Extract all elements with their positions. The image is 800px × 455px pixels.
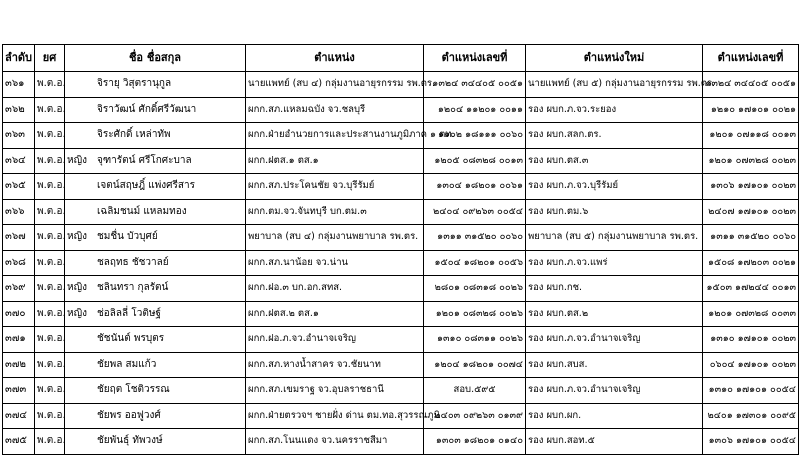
row-position-id-cell: ๑๓๑๐ ๐๘๓๑๑ ๐๐๒๖ — [424, 327, 526, 353]
row-name-cell — [65, 123, 246, 149]
row-title-prefix — [67, 404, 97, 429]
row-name-cell — [65, 199, 246, 225]
row-order-cell: ๓๖๓ — [3, 123, 35, 149]
row-full-name: ชลินทรา กุลรัตน์ — [97, 282, 169, 293]
row-order-cell: ๓๗๕ — [3, 429, 35, 455]
row-rank-cell: พ.ต.อ. — [35, 378, 65, 404]
row-rank-cell: พ.ต.อ. — [35, 352, 65, 378]
row-title-prefix — [67, 251, 97, 276]
row-order-cell: ๓๖๘ — [3, 250, 35, 276]
row-new-position-cell: รอง ผบก.กช. — [526, 276, 703, 302]
row-title-prefix: หญิง — [67, 282, 87, 293]
table-row — [3, 97, 799, 123]
row-new-position-cell: รอง ผบก.ผก. — [526, 403, 703, 429]
row-title-prefix: หญิง — [67, 307, 87, 319]
row-order-cell: ๓๖๑ — [3, 72, 35, 98]
row-new-position-id-cell: ๐๖๐๔ ๑๗๑๐๑ ๐๐๒๓ — [703, 352, 799, 378]
row-position-id-cell: ๒๘๐๑ ๐๘๓๑๘ ๐๐๒๖ — [424, 276, 526, 302]
personnel-table — [2, 44, 799, 455]
row-position-id-cell: ๑๓๐๓ ๑๘๒๐๑ ๐๑๔๐ — [424, 429, 526, 455]
row-rank-cell: พ.ต.อ. — [35, 97, 65, 123]
row-full-name: ชัยฤต โชติวรรณ — [97, 384, 170, 395]
row-order-cell: ๓๖๖ — [3, 199, 35, 225]
row-name-cell — [65, 174, 246, 200]
row-title-prefix — [67, 429, 97, 454]
row-name-cell — [65, 403, 246, 429]
row-position-cell: ผกก.ฝอ.ภ.จว.อำนาจเจริญ — [246, 327, 424, 353]
header-position-id: ตำแหน่งเลขที่ — [424, 45, 526, 72]
row-full-name: ชมชื่น บัวบุศย์ — [97, 231, 158, 242]
row-position-id-cell: ๑๒๐๑ ๐๘๓๒๘ ๐๐๒๖ — [424, 301, 526, 327]
table-row — [3, 225, 799, 251]
row-position-id-cell: ๑๒๐๔ ๑๘๒๐๑ ๐๐๗๔ — [424, 352, 526, 378]
row-new-position-id-cell: ๑๓๒๔ ๓๔๔๐๕ ๐๐๕๑ — [703, 72, 799, 98]
row-title-prefix — [67, 200, 97, 225]
header-name: ชื่อ ชื่อสกุล — [65, 45, 246, 72]
row-new-position-id-cell: ๑๕๐๘ ๑๗๒๐๓ ๐๐๒๑ — [703, 250, 799, 276]
row-order-cell: ๓๗๑ — [3, 327, 35, 353]
row-position-cell: ผกก.ฝ่ายอำนวยการและประสานงานภูมิภาค ๑ ตท. — [246, 123, 424, 149]
row-new-position-id-cell: ๒๔๐๗ ๑๗๑๐๑ ๐๐๒๓ — [703, 199, 799, 225]
row-name-cell — [65, 301, 246, 327]
row-name-cell — [65, 72, 246, 98]
row-new-position-id-cell: ๑๒๐๑ ๐๗๓๒๘ ๐๐๓๓ — [703, 301, 799, 327]
row-new-position-id-cell: ๑๓๐๖ ๑๗๑๐๑ ๐๐๕๔ — [703, 429, 799, 455]
row-new-position-cell: รอง ผบก.ภ.จว.อำนาจเจริญ — [526, 378, 703, 404]
row-order-cell: ๓๖๒ — [3, 97, 35, 123]
table-row — [3, 199, 799, 225]
row-full-name: จิระศักดิ์ เหล่าทัพ — [97, 129, 171, 140]
row-new-position-id-cell: ๑๓๑๐ ๑๗๑๐๑ ๐๐๕๔ — [703, 378, 799, 404]
row-position-id-cell: ๑๒๐๔ ๑๑๒๐๑ ๐๐๑๑ — [424, 97, 526, 123]
row-full-name: ชัชนันต์ พรบุตร — [97, 333, 165, 344]
row-full-name: ชัยพันธุ์ ทัพวงษ์ — [97, 435, 163, 446]
row-rank-cell: พ.ต.อ. — [35, 327, 65, 353]
row-order-cell: ๓๖๕ — [3, 174, 35, 200]
row-name-cell — [65, 250, 246, 276]
table-row — [3, 174, 799, 200]
row-position-id-cell: ๒๔๐๔ ๐๙๒๖๓ ๐๐๕๔ — [424, 199, 526, 225]
row-rank-cell: พ.ต.อ. — [35, 148, 65, 174]
row-order-cell: ๓๗๓ — [3, 378, 35, 404]
row-rank-cell: พ.ต.อ. — [35, 199, 65, 225]
row-name-cell — [65, 276, 246, 302]
row-new-position-cell: รอง ผบก.สลก.ตร. — [526, 123, 703, 149]
row-name-cell — [65, 378, 246, 404]
row-rank-cell: พ.ต.อ. — [35, 276, 65, 302]
row-full-name: เฉลิมชนม์ แหลมทอง — [97, 205, 187, 217]
row-new-position-cell: รอง ผบก.ตส.๒ — [526, 301, 703, 327]
row-new-position-cell: นายแพทย์ (สบ ๕) กลุ่มงานอายุรกรรม รพ.ตร. — [526, 72, 703, 98]
row-title-prefix — [67, 123, 97, 148]
row-rank-cell: พ.ต.อ. — [35, 72, 65, 98]
row-position-cell: ผกก.ฝอ.๓ บก.อก.สทส. — [246, 276, 424, 302]
header-order: ลำดับ — [3, 45, 35, 72]
row-new-position-id-cell: ๑๓๑๑ ๓๑๕๒๐ ๐๐๖๐ — [703, 225, 799, 251]
row-title-prefix — [67, 353, 97, 378]
row-rank-cell: พ.ต.อ. — [35, 250, 65, 276]
header-rank: ยศ — [35, 45, 65, 72]
row-order-cell: ๓๗๒ — [3, 352, 35, 378]
row-position-cell: ผกก.สภ.เขมราฐ จว.อุบลราชธานี — [246, 378, 424, 404]
table-row — [3, 378, 799, 404]
table-row — [3, 429, 799, 455]
row-position-cell: ผกก.สภ.นาน้อย จว.น่าน — [246, 250, 424, 276]
table-row — [3, 301, 799, 327]
row-new-position-cell: รอง ผบก.ภ.จว.ระยอง — [526, 97, 703, 123]
row-rank-cell: พ.ต.อ. — [35, 225, 65, 251]
row-new-position-id-cell: ๑๕๐๓ ๑๗๒๔๔ ๐๐๑๓ — [703, 276, 799, 302]
table-row — [3, 276, 799, 302]
row-position-id-cell: ๑๓๒๔ ๓๔๔๐๕ ๐๐๕๑ — [424, 72, 526, 98]
row-position-id-cell: ๑๑๐๒ ๑๘๑๑๑ ๐๐๖๐ — [424, 123, 526, 149]
row-new-position-id-cell: ๑๓๐๖ ๑๗๑๐๑ ๐๐๒๓ — [703, 174, 799, 200]
row-position-cell: ผกก.สภ.หางน้ำสาคร จว.ชัยนาท — [246, 352, 424, 378]
row-new-position-id-cell: ๑๓๑๐ ๑๗๑๐๑ ๐๐๒๓ — [703, 327, 799, 353]
row-position-id-cell: ๑๓๑๑ ๓๑๕๒๐ ๐๐๖๐ — [424, 225, 526, 251]
row-full-name: ช่อลิลลี่ โวติษฐ์ — [97, 307, 161, 319]
row-order-cell: ๓๖๙ — [3, 276, 35, 302]
table-body — [3, 72, 799, 455]
row-new-position-id-cell: ๑๒๐๑ ๐๗๓๒๘ ๐๐๒๓ — [703, 148, 799, 174]
row-name-cell — [65, 429, 246, 455]
row-full-name: จิรายุ วิสุตรานุกูล — [97, 78, 172, 89]
row-new-position-cell: รอง ผบก.ตม.๖ — [526, 199, 703, 225]
row-full-name: เจตน์สฤษฎิ์ แพ่งศรีสาร — [97, 180, 195, 191]
row-new-position-cell: รอง ผบก.ภ.จว.บุรีรัมย์ — [526, 174, 703, 200]
row-position-cell: ผกก.ฝตส.๑ ตส.๑ — [246, 148, 424, 174]
row-new-position-cell: รอง ผบก.สอท.๕ — [526, 429, 703, 455]
row-rank-cell: พ.ต.อ. — [35, 301, 65, 327]
row-name-cell — [65, 327, 246, 353]
header-position: ตำแหน่ง — [246, 45, 424, 72]
table-row — [3, 327, 799, 353]
row-new-position-id-cell: ๒๔๐๑ ๑๗๓๐๑ ๐๐๙๕ — [703, 403, 799, 429]
row-rank-cell: พ.ต.อ. — [35, 174, 65, 200]
row-title-prefix — [67, 72, 97, 97]
row-order-cell: ๓๗๐ — [3, 301, 35, 327]
table-row — [3, 250, 799, 276]
header-new-position-id: ตำแหน่งเลขที่ — [703, 45, 799, 72]
row-position-id-cell: ๑๒๐๕ ๐๘๓๒๘ ๐๐๑๓ — [424, 148, 526, 174]
row-name-cell — [65, 97, 246, 123]
row-position-id-cell: ๒๔๐๓ ๐๙๒๖๓ ๐๑๓๙ — [424, 403, 526, 429]
row-new-position-cell: พยาบาล (สบ ๕) กลุ่มงานพยาบาล รพ.ตร. — [526, 225, 703, 251]
row-full-name: ชัยพล สมแก้ว — [97, 358, 157, 370]
row-position-cell: ผกก.ตม.จว.จันทบุรี บก.ตม.๓ — [246, 199, 424, 225]
row-position-id-cell: สอบ.๕๙๕ — [424, 378, 526, 404]
row-full-name: ชลฤทธ ชัชวาลย์ — [97, 256, 169, 268]
row-rank-cell: พ.ต.อ. — [35, 429, 65, 455]
row-full-name: จุฑารัตน์ ศรีโกศะบาล — [97, 154, 192, 166]
row-new-position-id-cell: ๑๒๐๑ ๐๗๑๑๘ ๐๐๑๓ — [703, 123, 799, 149]
row-new-position-id-cell: ๑๒๑๐ ๑๗๑๐๑ ๐๐๒๑ — [703, 97, 799, 123]
row-position-cell: พยาบาล (สบ ๔) กลุ่มงานพยาบาล รพ.ตร. — [246, 225, 424, 251]
row-order-cell: ๓๖๔ — [3, 148, 35, 174]
row-position-cell: ผกก.สภ.ประโคนชัย จว.บุรีรัมย์ — [246, 174, 424, 200]
row-title-prefix: หญิง — [67, 231, 87, 242]
header-new-position: ตำแหน่งใหม่ — [526, 45, 703, 72]
row-position-cell: ผกก.ฝ่ายตรวจฯ ชายฝั่ง ด่าน ตม.ทอ.สุวรรณภูมิ — [246, 403, 424, 429]
row-title-prefix — [67, 98, 97, 123]
row-new-position-cell: รอง ผบก.ภ.จว.แพร่ — [526, 250, 703, 276]
row-position-cell: ผกก.ฝตส.๒ ตส.๑ — [246, 301, 424, 327]
row-position-id-cell: ๑๕๐๔ ๑๘๒๐๑ ๐๐๕๖ — [424, 250, 526, 276]
row-order-cell: ๓๗๔ — [3, 403, 35, 429]
row-full-name: ชัยพร ออฟูวงศ์ — [97, 409, 161, 421]
row-position-id-cell: ๑๓๐๔ ๑๘๒๐๑ ๐๐๖๑ — [424, 174, 526, 200]
row-title-prefix — [67, 174, 97, 199]
row-position-cell: ผกก.สภ.โนนแดง จว.นครราชสีมา — [246, 429, 424, 455]
row-rank-cell: พ.ต.อ. — [35, 403, 65, 429]
row-position-cell: นายแพทย์ (สบ ๔) กลุ่มงานอายุรกรรม รพ.ตร. — [246, 72, 424, 98]
row-name-cell — [65, 225, 246, 251]
table-row — [3, 72, 799, 98]
row-name-cell — [65, 148, 246, 174]
table-row — [3, 123, 799, 149]
row-order-cell: ๓๖๗ — [3, 225, 35, 251]
table-row — [3, 352, 799, 378]
row-title-prefix: หญิง — [67, 154, 87, 166]
row-full-name: จิราวัฒน์ ศักดิ์ศรีวัฒนา — [97, 103, 197, 115]
row-title-prefix — [67, 378, 97, 403]
table-row — [3, 148, 799, 174]
table-row — [3, 403, 799, 429]
row-new-position-cell: รอง ผบก.ภ.จว.อำนาจเจริญ — [526, 327, 703, 353]
row-title-prefix — [67, 327, 97, 352]
row-new-position-cell: รอง ผบก.ตส.๓ — [526, 148, 703, 174]
row-new-position-cell: รอง ผบก.สบส. — [526, 352, 703, 378]
row-name-cell — [65, 352, 246, 378]
row-rank-cell: พ.ต.อ. — [35, 123, 65, 149]
row-position-cell: ผกก.สภ.แหลมฉบัง จว.ชลบุรี — [246, 97, 424, 123]
table-header-row — [3, 45, 799, 72]
